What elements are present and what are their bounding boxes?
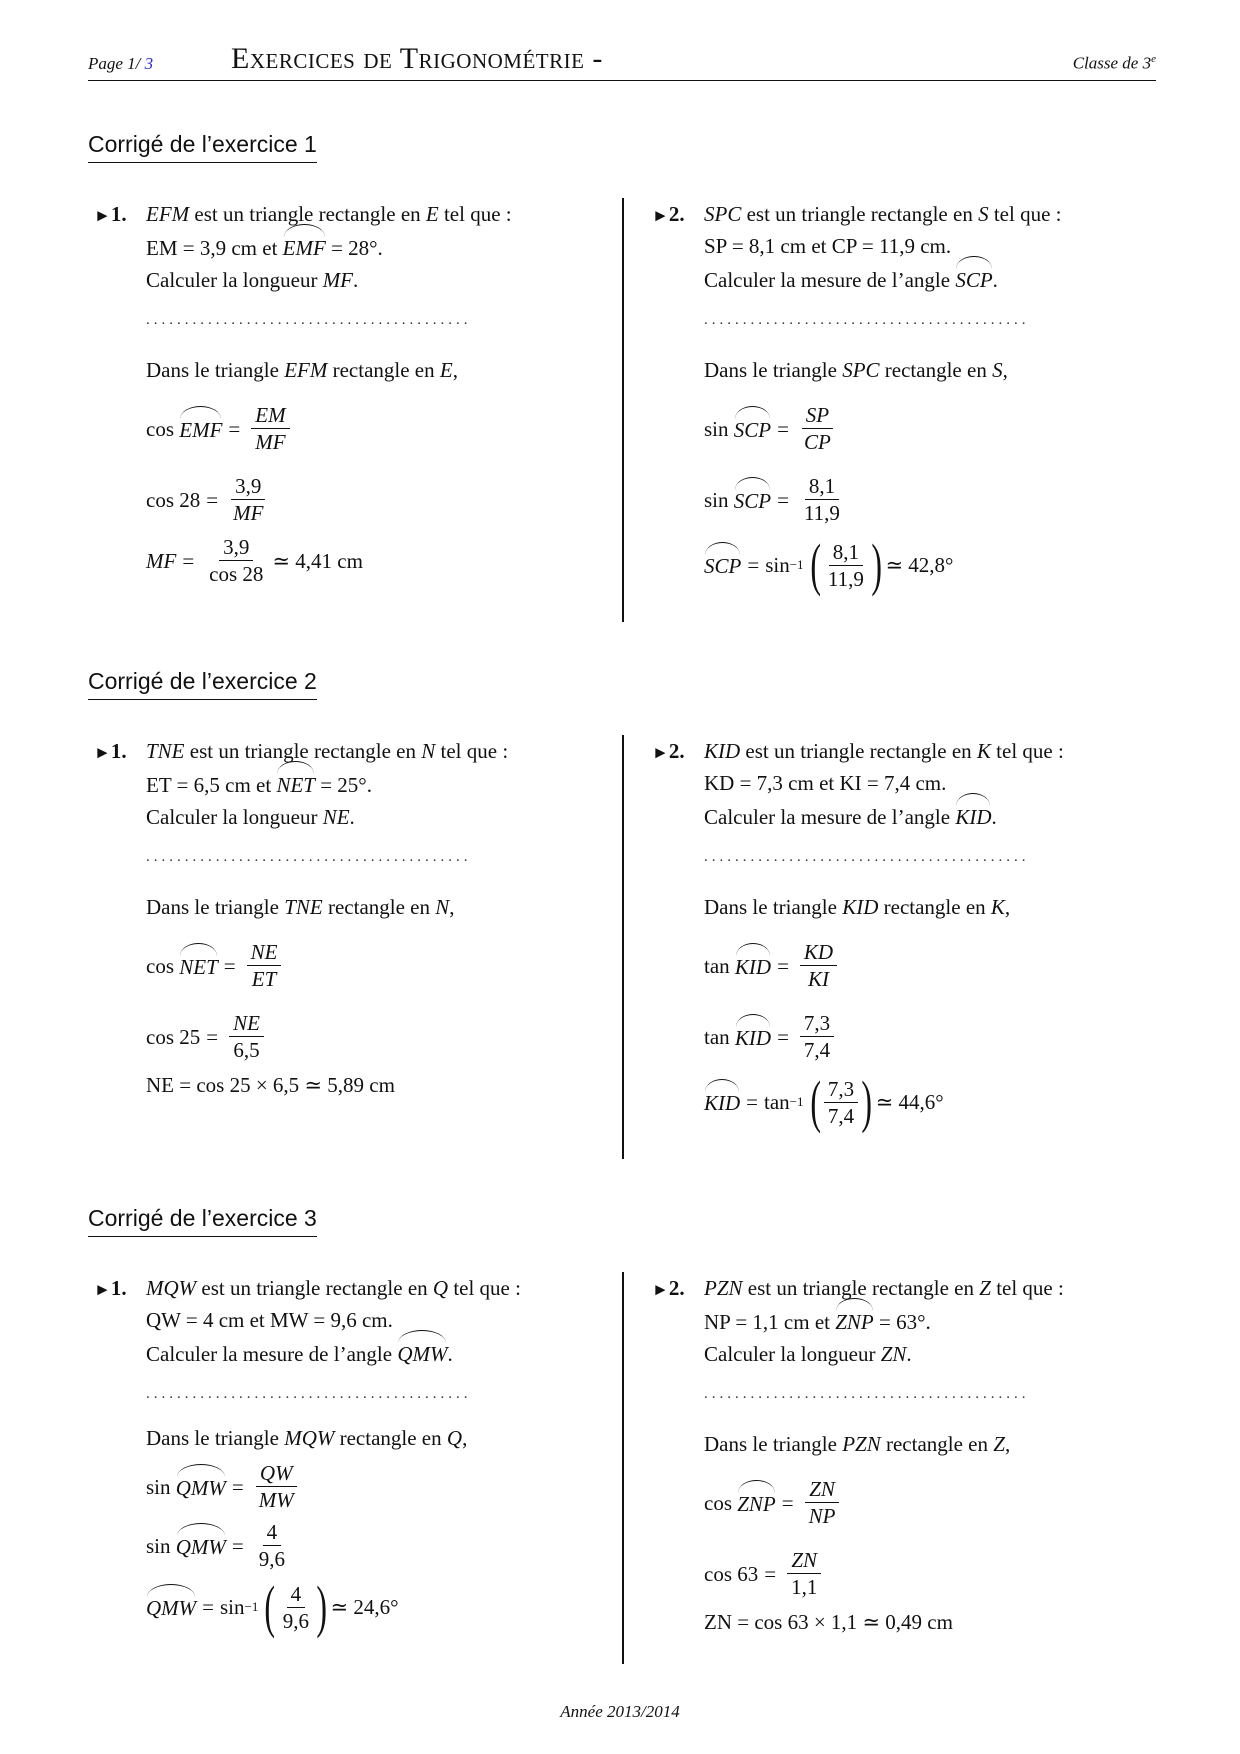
column-divider xyxy=(622,1272,624,1664)
solution-intro: Dans le triangle TNE rectangle en N, xyxy=(146,895,455,919)
question-task: Calculer la mesure de l’angle QMW. xyxy=(146,1336,586,1370)
column-divider xyxy=(622,735,624,1159)
solution-step-3: QMW = sin −1 ( $\frac{4}{9,6}$ ) ≃ 24,6° xyxy=(146,1574,399,1639)
question-given: ET = 6,5 cm et NET = 25°. xyxy=(146,767,586,801)
question-task: Calculer la longueur NE. xyxy=(146,805,355,829)
page-footer: Année 2013/2014 xyxy=(560,1702,680,1721)
solution-step-2: cos 63 = $\frac{ZN}{1,1}$ xyxy=(704,1547,1144,1600)
section-heading-exercise-1: Corrigé de l’exercice 1 xyxy=(88,131,317,163)
answer-dots: .......................................... xyxy=(146,1386,472,1402)
section-heading-exercise-2: Corrigé de l’exercice 2 xyxy=(88,668,317,700)
question-task: Calculer la longueur ZN. xyxy=(704,1342,912,1366)
solution-step-2: cos 28 = $\frac{3,9}{MF}$ xyxy=(146,474,264,525)
exercise-1-question-1 xyxy=(94,198,586,587)
question-task: Calculer la mesure de l’angle KID. xyxy=(704,799,1144,833)
question-task: Calculer la longueur MF. xyxy=(146,268,359,292)
solution-step-2: sin SCP = $\frac{8,1}{11,9}$ xyxy=(704,474,840,525)
solution-step-1: cos ZNP = $\frac{ZN}{NP}$ xyxy=(704,1476,1144,1529)
document-title: Exercices de Trigonométrie - xyxy=(231,42,603,75)
solution-intro: Dans le triangle PZN rectangle en Z, xyxy=(704,1432,1011,1456)
page-total-link[interactable]: 3 xyxy=(144,54,154,73)
question-number: ►1. xyxy=(94,1276,127,1300)
page-header xyxy=(88,38,1156,81)
solution-step-1: tan KID = $\frac{KD}{KI}$ xyxy=(704,939,1144,992)
exercise-3-question-2 xyxy=(652,1272,1144,1638)
class-label: Classe de 3e xyxy=(1072,53,1156,73)
solution-step-3: KID = tan −1 ( $\frac{7,3}{7,4}$ ) ≃ 44,6° xyxy=(704,1069,944,1134)
answer-dots: .......................................... xyxy=(146,849,472,865)
solution-step-3: NE = cos 25 × 6,5 ≃ 5,89 cm xyxy=(146,1073,395,1097)
solution-step-3: ZN = cos 63 × 1,1 ≃ 0,49 cm xyxy=(704,1610,953,1634)
solution-intro: Dans le triangle EFM rectangle en E, xyxy=(146,358,458,382)
question-given: SP = 8,1 cm et CP = 11,9 cm. xyxy=(704,234,952,258)
question-given: NP = 1,1 cm et ZNP = 63°. xyxy=(704,1304,1144,1338)
page-number: Page 1/ 3 xyxy=(88,54,154,73)
solution-step-2: sin QMW = $\frac{4}{9,6}$ xyxy=(146,1520,286,1571)
question-statement: PZN est un triangle rectangle en Z tel que : xyxy=(704,1276,1064,1300)
answer-dots: .......................................... xyxy=(146,312,472,328)
solution-step-2: cos 25 = $\frac{NE}{6,5}$ xyxy=(146,1010,586,1063)
question-statement: TNE est un triangle rectangle en N tel que : xyxy=(146,739,509,763)
question-task: Calculer la mesure de l’angle SCP. xyxy=(704,262,1144,296)
solution-step-1: sin SCP = $\frac{SP}{CP}$ xyxy=(704,402,1144,455)
exercise-2-question-1 xyxy=(94,735,586,1101)
answer-dots: .......................................... xyxy=(704,849,1030,865)
question-number: ►2. xyxy=(652,1276,685,1300)
solution-step-1: sin QMW = $\frac{QW}{MW}$ xyxy=(146,1460,586,1513)
exercise-3-question-1 xyxy=(94,1272,586,1639)
solution-intro: Dans le triangle MQW rectangle en Q, xyxy=(146,1426,468,1450)
answer-dots: .......................................... xyxy=(704,1386,1030,1402)
solution-step-3: SCP = sin −1 ( $\frac{8,1}{11,9}$ ) ≃ 42,8° xyxy=(704,532,954,597)
solution-step-3: MF = $\frac{3,9}{\cos 28}$ ≃ 4,41 cm xyxy=(146,535,363,586)
question-statement: EFM est un triangle rectangle en E tel que : xyxy=(146,202,512,226)
exercise-2-question-2 xyxy=(652,735,1144,1134)
solution-step-1: cos NET = $\frac{NE}{ET}$ xyxy=(146,939,586,992)
solution-intro: Dans le triangle SPC rectangle en S, xyxy=(704,358,1008,382)
question-statement: SPC est un triangle rectangle en S tel que : xyxy=(704,202,1062,226)
question-statement: MQW est un triangle rectangle en Q tel que : xyxy=(146,1276,521,1300)
question-given: EM = 3,9 cm et EMF = 28°. xyxy=(146,230,586,264)
question-number: ►1. xyxy=(94,202,127,226)
question-number: ►2. xyxy=(652,202,685,226)
column-divider xyxy=(622,198,624,622)
solution-step-1: cos EMF = $\frac{EM}{MF}$ xyxy=(146,402,586,455)
answer-dots: .......................................... xyxy=(704,312,1030,328)
question-given: QW = 4 cm et MW = 9,6 cm. xyxy=(146,1308,393,1332)
solution-intro: Dans le triangle KID rectangle en K, xyxy=(704,895,1011,919)
question-statement: KID est un triangle rectangle en K tel que : xyxy=(704,739,1064,763)
question-number: ►1. xyxy=(94,739,127,763)
section-heading-exercise-3: Corrigé de l’exercice 3 xyxy=(88,1205,317,1237)
question-number: ►2. xyxy=(652,739,685,763)
exercise-1-question-2 xyxy=(652,198,1144,597)
solution-step-2: tan KID = $\frac{7,3}{7,4}$ xyxy=(704,1010,1144,1063)
question-given: KD = 7,3 cm et KI = 7,4 cm. xyxy=(704,771,947,795)
